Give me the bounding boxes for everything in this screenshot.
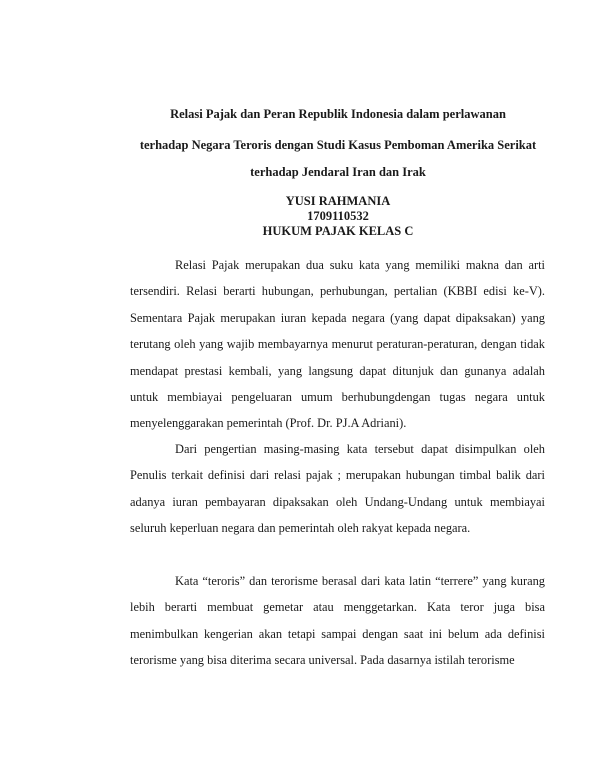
document-title-line-1: Relasi Pajak dan Peran Republik Indonesia dalam perlawanan: [170, 107, 506, 121]
author-id: 1709110532: [307, 209, 369, 223]
author-name: YUSI RAHMANIA: [285, 194, 391, 208]
paragraph-3: Kata “teroris” dan terorisme berasal dari kata latin “terrere” yang kurang lebih berarti membuat gemetar atau menggetarkan. Kata teror juga bisa menimbulkan kengerian akan tetapi sampai dengan saat ini belum ada definisi terorisme yang bisa diterima secara universal. Pada dasarnya istilah terorisme: [130, 574, 545, 668]
document-title-line-3: terhadap Jendaral Iran dan Irak: [250, 165, 426, 179]
paragraph-2: Dari pengertian masing-masing kata tersebut dapat disimpulkan oleh Penulis terkait definisi dari relasi pajak ; merupakan hubungan timbal balik dari adanya iuran pembayaran dipaksakan oleh Undang-Undang untuk membiayai seluruh keperluan negara dan pemerintah oleh rakyat kepada negara.: [130, 442, 545, 536]
paragraph-1: Relasi Pajak merupakan dua suku kata yang memiliki makna dan arti tersendiri. Relasi berarti hubungan, perhubungan, pertalian (KBBI edisi ke-V). Sementara Pajak merupakan iuran kepada negara (yang dapat dipaksakan) yang terutang oleh yang wajib membayarnya menurut peraturan-peraturan, dengan tidak mendapat prestasi kembali, yang langsung dapat ditunjuk dan gunanya adalah untuk membiayai pengeluaran umum berhubungdengan tugas negara untuk menyelenggarakan pemerintah (Prof. Dr. PJ.A Adriani).: [130, 258, 545, 431]
author-course: HUKUM PAJAK KELAS C: [262, 224, 414, 238]
document-title-line-2: terhadap Negara Teroris dengan Studi Kasus Pemboman Amerika Serikat: [139, 138, 537, 152]
